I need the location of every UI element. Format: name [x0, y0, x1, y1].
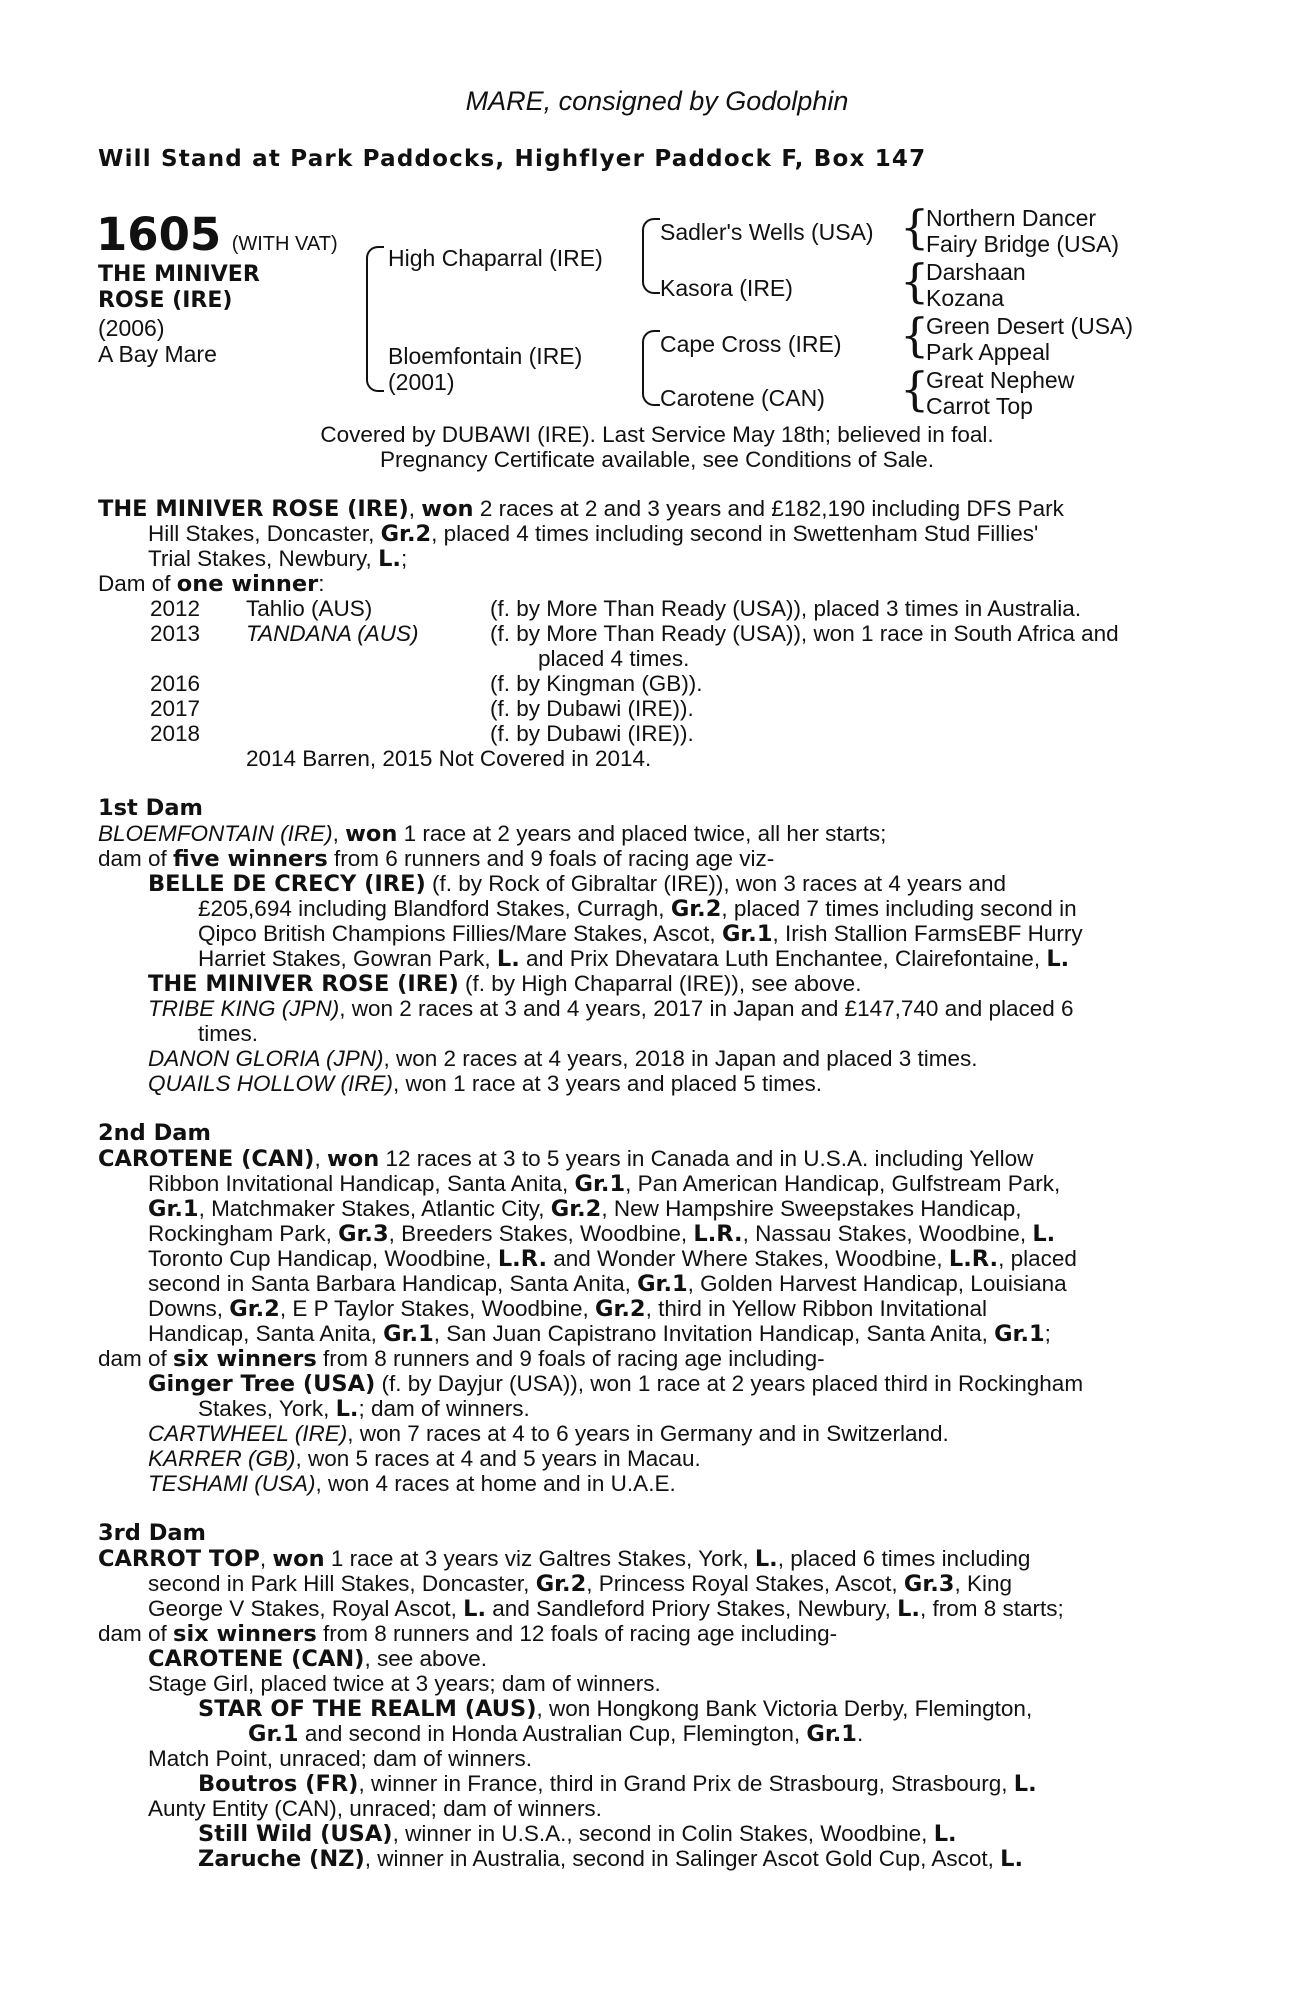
third-dam-line1: CARROT TOP, won 1 race at 3 years viz Galtres Stakes, York, L., placed 6 times including	[98, 1546, 1031, 1572]
page-title: MARE, consigned by Godolphin	[465, 86, 849, 116]
boutros-line: Boutros (FR), winner in France, third in Grand Prix de Strasbourg, Strasbourg, L.	[198, 1771, 1037, 1797]
mare-line3: Trial Stakes, Newbury, L.;	[148, 546, 408, 572]
pedigree-dam: Bloemfontain (IRE)	[388, 343, 583, 369]
brace-3: {	[900, 308, 930, 362]
pedigree-sire-sire: Sadler's Wells (USA)	[660, 219, 874, 245]
tribe-line1: TRIBE KING (JPN), won 2 races at 3 and 4 years, 2017 in Japan and £147,740 and placed 6	[148, 996, 1074, 1021]
aunty-entity-line: Aunty Entity (CAN), unraced; dam of winners.	[148, 1796, 602, 1821]
third-dam-line2: second in Park Hill Stakes, Doncaster, Gr.2, Princess Royal Stakes, Ascot, Gr.3, King	[148, 1571, 1012, 1597]
karrer-line: KARRER (GB), won 5 races at 4 and 5 years in Macau.	[148, 1446, 701, 1471]
pedigree-ssd: Fairy Bridge (USA)	[926, 231, 1119, 257]
second-dam-line5: Toronto Cup Handicap, Woodbine, L.R. and Wonder Where Stakes, Woodbine, L.R., placed	[148, 1246, 1077, 1272]
second-dam-line3: Gr.1, Matchmaker Stakes, Atlantic City, Gr.2, New Hampshire Sweepstakes Handicap,	[148, 1196, 1022, 1222]
produce-row: 2013 TANDANA (AUS) (f. by More Than Ready (USA)), won 1 race in South Africa and	[150, 621, 1119, 646]
second-dam-line1: CAROTENE (CAN), won 12 races at 3 to 5 years in Canada and in U.S.A. including Yellow	[98, 1146, 1034, 1172]
vat-label: (WITH VAT)	[231, 233, 338, 255]
produce-row: 2016 (f. by Kingman (GB)).	[150, 671, 703, 696]
foaling-year: (2006)	[98, 315, 165, 341]
produce-row: 2018 (f. by Dubawi (IRE)).	[150, 721, 694, 746]
sire-line-bracket	[642, 218, 660, 294]
produce-row: 2012 Tahlio (AUS) (f. by More Than Ready (USA)), placed 3 times in Australia.	[150, 596, 1082, 621]
danon-line: DANON GLORIA (JPN), won 2 races at 4 years, 2018 in Japan and placed 3 times.	[148, 1046, 978, 1071]
brace-2: {	[900, 254, 930, 308]
second-dam-line4: Rockingham Park, Gr.3, Breeders Stakes, Woodbine, L.R., Nassau Stakes, Woodbine, L.	[148, 1221, 1056, 1247]
mare-dam-of: Dam of one winner:	[98, 571, 325, 597]
mare-name: THE MINIVER ROSE (IRE)	[98, 496, 409, 522]
horse-name-line1: THE MINIVER	[98, 262, 260, 287]
second-dam-line6: second in Santa Barbara Handicap, Santa Anita, Gr.1, Golden Harvest Handicap, Louisiana	[148, 1271, 1067, 1297]
first-dam-heading: 1st Dam	[98, 795, 203, 821]
belle-line4: Harriet Stakes, Gowran Park, L. and Prix Dhevatara Luth Enchantee, Clairefontaine, L.	[198, 946, 1070, 972]
pedigree-sss: Northern Dancer	[926, 205, 1097, 231]
pedigree-dam-year: (2001)	[388, 369, 455, 395]
pedigree-dam-sire: Cape Cross (IRE)	[660, 331, 842, 357]
pedigree-dss: Green Desert (USA)	[926, 313, 1134, 339]
second-dam-heading: 2nd Dam	[98, 1120, 211, 1146]
dam-line-bracket	[642, 330, 660, 406]
brace-4: {	[900, 362, 930, 416]
stage-girl-line: Stage Girl, placed twice at 3 years; dam of winners.	[148, 1671, 661, 1696]
pedigree-dds: Great Nephew	[926, 367, 1075, 393]
teshami-line: TESHAMI (USA), won 4 races at home and in U.A.E.	[148, 1471, 676, 1496]
star-line2: Gr.1 and second in Honda Australian Cup, Flemington, Gr.1.	[248, 1721, 864, 1747]
belle-line3: Qipco British Champions Fillies/Mare Stakes, Ascot, Gr.1, Irish Stallion FarmsEBF Hurry	[198, 921, 1083, 947]
stand-location: Will Stand at Park Paddocks, Highflyer Paddock F, Box 147	[98, 146, 927, 172]
third-dam-line3: George V Stakes, Royal Ascot, L. and Sandleford Priory Stakes, Newbury, L., from 8 starts;	[148, 1596, 1064, 1622]
belle-line2: £205,694 including Blandford Stakes, Curragh, Gr.2, placed 7 times including second in	[198, 896, 1077, 922]
sire-dam-bracket	[366, 246, 384, 392]
lot-number-row	[96, 208, 338, 261]
pedigree-dsd: Park Appeal	[926, 339, 1051, 365]
pedigree-ddd: Carrot Top	[926, 393, 1033, 419]
second-dam-line8: Handicap, Santa Anita, Gr.1, San Juan Capistrano Invitation Handicap, Santa Anita, Gr.1;	[148, 1321, 1051, 1347]
pedigree-sdd: Kozana	[926, 285, 1005, 311]
mare-line2: Hill Stakes, Doncaster, Gr.2, placed 4 times including second in Swettenham Stud Fillies'	[148, 521, 1039, 547]
second-dam-line7: Downs, Gr.2, E P Taylor Stakes, Woodbine, Gr.2, third in Yellow Ribbon Invitational	[148, 1296, 988, 1322]
zaruche-line: Zaruche (NZ), winner in Australia, second in Salinger Ascot Gold Cup, Ascot, L.	[198, 1846, 1024, 1872]
pedigree-sire-dam: Kasora (IRE)	[660, 275, 793, 301]
second-dam-line2: Ribbon Invitational Handicap, Santa Anita, Gr.1, Pan American Handicap, Gulfstream Park,	[148, 1171, 1061, 1197]
cartwheel-line: CARTWHEEL (IRE), won 7 races at 4 to 6 years in Germany and in Switzerland.	[148, 1421, 949, 1446]
barren-note: 2014 Barren, 2015 Not Covered in 2014.	[246, 746, 652, 771]
quails-line: QUAILS HOLLOW (IRE), won 1 race at 3 years and placed 5 times.	[148, 1071, 823, 1096]
horse-description: A Bay Mare	[98, 341, 217, 367]
carotene-line: CAROTENE (CAN), see above.	[148, 1646, 488, 1672]
match-point-line: Match Point, unraced; dam of winners.	[148, 1746, 532, 1771]
pedigree-sire: High Chaparral (IRE)	[388, 245, 603, 271]
pedigree-dam-dam: Carotene (CAN)	[660, 385, 825, 411]
covered-line2: Pregnancy Certificate available, see Conditions of Sale.	[379, 447, 935, 472]
produce-row: placed 4 times.	[538, 646, 690, 671]
ginger-line1: Ginger Tree (USA) (f. by Dayjur (USA)), won 1 race at 2 years placed third in Rockingham	[148, 1371, 1084, 1397]
star-line1: STAR OF THE REALM (AUS), won Hongkong Bank Victoria Derby, Flemington,	[198, 1696, 1033, 1722]
lot-number: 1605	[96, 208, 222, 261]
third-dam-heading: 3rd Dam	[98, 1520, 206, 1546]
horse-name-line2: ROSE (IRE)	[98, 288, 233, 313]
miniver-line: THE MINIVER ROSE (IRE) (f. by High Chaparral (IRE)), see above.	[148, 971, 862, 997]
brace-1: {	[900, 200, 930, 254]
covered-line1: Covered by DUBAWI (IRE). Last Service May 18th; believed in foal.	[320, 422, 994, 447]
first-dam-line1: BLOEMFONTAIN (IRE), won 1 race at 2 years and placed twice, all her starts;	[98, 821, 887, 847]
third-dam-dam-of: dam of six winners from 8 runners and 12 foals of racing age including-	[98, 1621, 838, 1647]
belle-line1: BELLE DE CRECY (IRE) (f. by Rock of Gibraltar (IRE)), won 3 races at 4 years and	[148, 871, 1006, 897]
tribe-line2: times.	[198, 1021, 259, 1046]
pedigree-sds: Darshaan	[926, 259, 1026, 285]
produce-row: 2017 (f. by Dubawi (IRE)).	[150, 696, 694, 721]
still-wild-line: Still Wild (USA), winner in U.S.A., second in Colin Stakes, Woodbine, L.	[198, 1821, 957, 1847]
mare-line1: THE MINIVER ROSE (IRE), won 2 races at 2 and 3 years and £182,190 including DFS Park	[98, 496, 1064, 522]
ginger-line2: Stakes, York, L.; dam of winners.	[198, 1396, 530, 1422]
first-dam-dam-of: dam of five winners from 6 runners and 9 foals of racing age viz-	[98, 846, 775, 872]
second-dam-dam-of: dam of six winners from 8 runners and 9 foals of racing age including-	[98, 1346, 825, 1372]
